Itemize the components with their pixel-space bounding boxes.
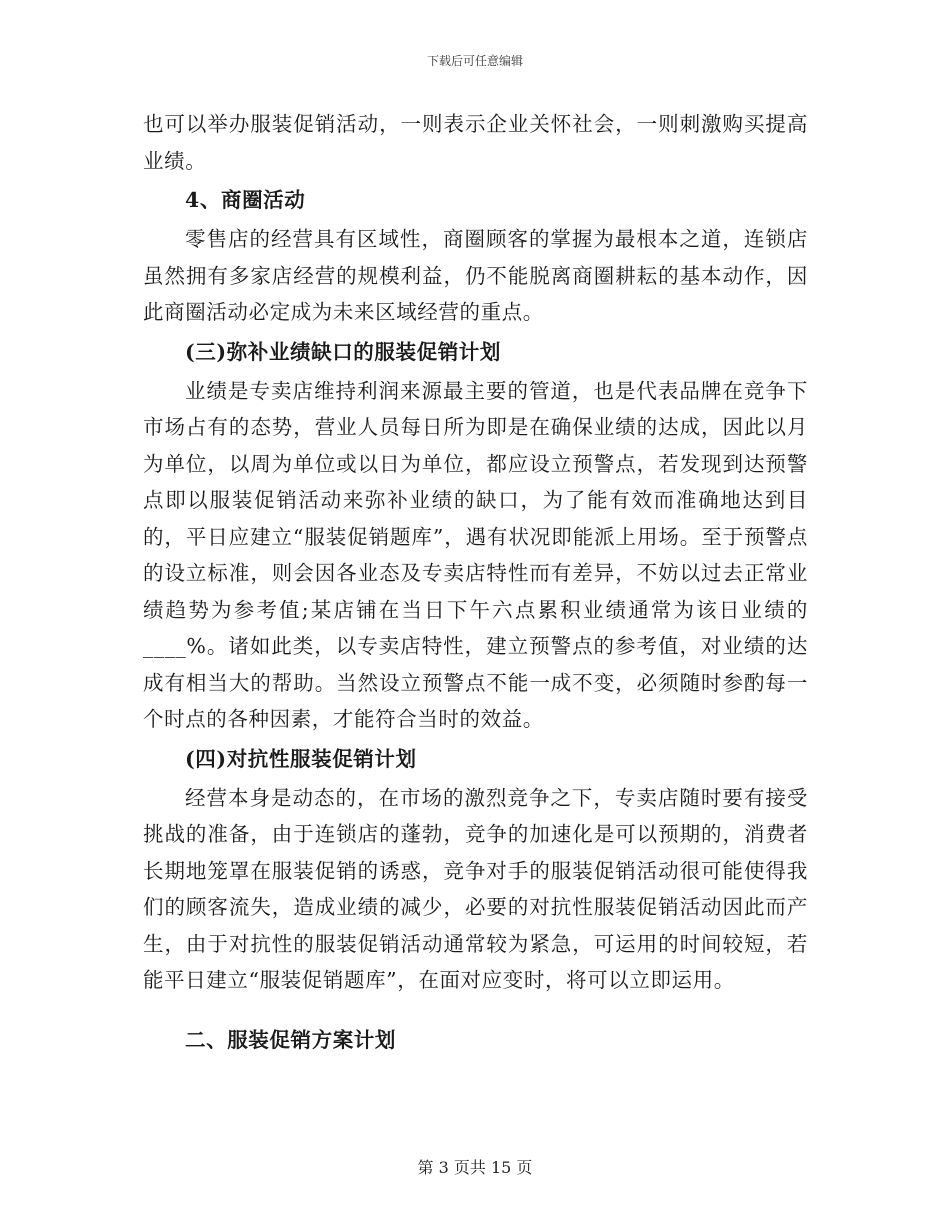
paragraph-continuation: 也可以举办服装促销活动，一则表示企业关怀社会，一则刺激购买提高业绩。 [143,112,808,173]
page-footer: 第 3 页共 15 页 [417,1158,533,1177]
document-body [143,106,808,1061]
paragraph-competitive-plan: 经营本身是动态的，在市场的激烈竞争之下，专卖店随时要有接受挑战的准备，由于连锁店的蓬勃，竞争的加速化是可以预期的，消费者长期地笼罩在服装促销的诱惑，竞争对手的服装促销活动很可能使得我们的顾客流失，造成业绩的减少，必要的对抗性服装促销活动因此而产生，由于对抗性的服装促销活动通常较为紧急，可运用的时间较短，若能平日建立“服装促销题库”，在面对应变时，将可以立即运用。 [143,785,808,992]
section-heading-business-circle: 4、商圈活动 [185,188,306,212]
chapter-heading-promotion-plan: 二、服装促销方案计划 [185,1027,396,1052]
page-header: 下载后可任意编辑 [426,54,523,68]
paragraph-business-circle: 零售店的经营具有区域性，商圈顾客的掌握为最根本之道，连锁店虽然拥有多家店经营的规模利益，仍不能脱离商圈耕耘的基本动作，因此商圈活动必定成为未来区域经营的重点。 [143,227,808,324]
section-heading-gap-plan: (三)弥补业绩缺口的服装促销计划 [185,339,501,364]
section-heading-competitive-plan: (四)对抗性服装促销计划 [185,746,417,771]
paragraph-gap-plan: 业绩是专卖店维持利润来源最主要的管道，也是代表品牌在竞争下市场占有的态势，营业人员每日所为即是在确保业绩的达成，因此以月为单位，以周为单位或以日为单位，都应设立预警点，若发现到达预警点即以服装促销活动来弥补业绩的缺口，为了能有效而准确地达到目的，平日应建立“服装促销题库”，遇有状况即能派上用场。至于预警点的设立标准，则会因各业态及专卖店特性而有差异，不妨以过去正常业绩趋势为参考值;某店铺在当日下午六点累积业绩通常为该日业绩的____%。诸如此类，以专卖店特性，建立预警点的参考值，对业绩的达成有相当大的帮助。当然设立预警点不能一成不变，必须随时参酌每一个时点的各种因素，才能符合当时的效益。 [143,378,808,731]
